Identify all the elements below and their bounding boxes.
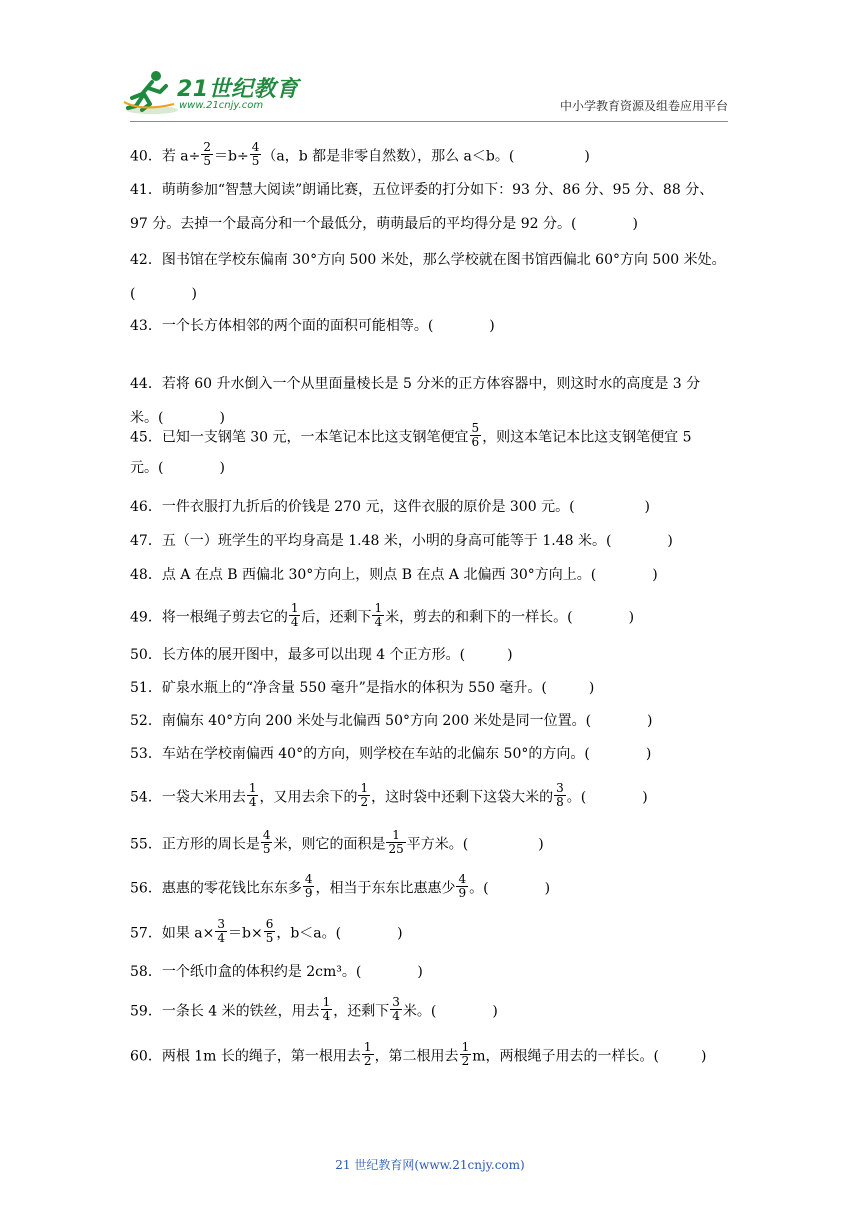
question-text: ＝b× <box>228 925 263 942</box>
question-item <box>130 872 740 902</box>
fraction-denominator: 9 <box>304 886 313 900</box>
question-text: 一个长方体相邻的两个面的面积可能相等。( ) <box>161 318 495 334</box>
question-text: ，相当于东东比惠惠少 <box>315 880 456 897</box>
question-continuation <box>130 284 740 304</box>
question-number: 48． <box>130 567 162 583</box>
fraction-denominator: 4 <box>374 615 383 629</box>
question-number: 49． <box>130 609 162 626</box>
question-number: 50． <box>130 647 162 663</box>
fraction <box>250 141 262 168</box>
question-text: m，两根绳子用去的一样长。( ) <box>472 1048 707 1065</box>
page-header <box>0 0 860 125</box>
fraction-numerator: 4 <box>262 828 271 842</box>
fraction-denominator: 2 <box>461 1054 470 1068</box>
question-text: 元。( ) <box>130 460 225 476</box>
question-item <box>130 316 740 336</box>
question-text: 后，还剩下 <box>301 609 372 626</box>
platform-name: 中小学教育资源及组卷应用平台 <box>559 99 728 113</box>
question-continuation <box>130 214 740 234</box>
fraction-denominator: 4 <box>392 1009 400 1023</box>
fraction <box>264 918 276 945</box>
question-item <box>130 531 740 551</box>
fraction <box>372 602 384 629</box>
question-text: 一袋大米用去 <box>161 789 246 806</box>
question-item <box>130 565 740 585</box>
question-continuation <box>130 458 740 478</box>
question-text: 惠惠的零花钱比东东多 <box>161 880 302 897</box>
fraction-numerator: 1 <box>360 781 369 795</box>
question-text: ，这时袋中还剩下这袋大米的 <box>371 789 554 806</box>
question-item <box>130 140 740 170</box>
fraction <box>358 782 370 809</box>
question-number: 46． <box>130 499 162 515</box>
question-text: 长方体的展开图中，最多可以出现 4 个正方形。( ) <box>161 647 513 663</box>
fraction <box>386 829 405 856</box>
question-item <box>130 711 740 731</box>
fraction-denominator: 5 <box>203 154 211 168</box>
fraction <box>362 1041 374 1068</box>
question-item <box>130 995 740 1025</box>
question-number: 44． <box>130 376 162 392</box>
question-number: 59． <box>130 1003 162 1020</box>
fraction-denominator: 4 <box>290 615 299 629</box>
question-text: 米。( ) <box>130 410 225 426</box>
question-item <box>130 250 740 270</box>
fraction-denominator: 5 <box>262 842 271 856</box>
fraction-denominator: 4 <box>217 931 225 945</box>
logo-url: www.21cnjy.com <box>179 100 264 111</box>
question-item <box>130 917 740 947</box>
fraction <box>261 829 273 856</box>
fraction-numerator: 1 <box>248 781 257 795</box>
question-text: 如果 a× <box>161 925 215 942</box>
question-text: 一条长 4 米的铁丝，用去 <box>161 1003 320 1020</box>
question-text: 米，剪去的和剩下的一样长。( ) <box>385 609 635 626</box>
question-number: 58． <box>130 964 162 980</box>
question-text: 萌萌参加“智慧大阅读”朗诵比赛，五位评委的打分如下：93 分、86 分、95 分、88 分、 <box>161 182 714 198</box>
question-text: 南偏东 40°方向 200 米处与北偏西 50°方向 200 米处是同一位置。( ) <box>161 713 653 729</box>
fraction-numerator: 4 <box>251 140 260 154</box>
question-text: 米。( ) <box>402 1003 498 1020</box>
question-text: 图书馆在学校东偏南 30°方向 500 米处，那么学校就在图书馆西偏北 60°方向 500 米处。 <box>161 252 726 268</box>
fraction <box>289 602 301 629</box>
question-text: ，第二根用去 <box>374 1048 459 1065</box>
question-text: （a，b 都是非零自然数），那么 a＜b。( ) <box>262 148 590 165</box>
question-text: 五（一）班学生的平均身高是 1.48 米，小明的身高可能等于 1.48 米。( ) <box>161 533 673 549</box>
page-footer: 21 世纪教育网(www.21cnjy.com) <box>335 1158 525 1172</box>
question-text: 97 分。去掉一个最高分和一个最低分，萌萌最后的平均得分是 92 分。( ) <box>130 216 638 232</box>
question-text: 两根 1m 长的绳子，第一根用去 <box>161 1048 361 1065</box>
question-text: 。( ) <box>566 789 648 806</box>
fraction-numerator: 3 <box>556 781 564 795</box>
question-text: 将一根绳子剪去它的 <box>161 609 288 626</box>
runner-logo-icon <box>122 68 178 116</box>
question-text: ，又用去余下的 <box>259 789 358 806</box>
fraction <box>460 1041 472 1068</box>
fraction-denominator: 8 <box>556 795 564 809</box>
question-item <box>130 962 740 982</box>
question-item <box>130 781 740 811</box>
fraction <box>390 996 402 1023</box>
fraction <box>456 873 468 900</box>
fraction-numerator: 5 <box>471 421 480 435</box>
question-text: 正方形的周长是 <box>161 836 260 853</box>
question-number: 56． <box>130 880 162 897</box>
question-text: ，b＜a。( ) <box>276 925 403 942</box>
question-number: 47． <box>130 533 162 549</box>
fraction <box>247 782 259 809</box>
fraction-numerator: 3 <box>392 995 400 1009</box>
question-text: 一件衣服打九折后的价钱是 270 元，这件衣服的原价是 300 元。( ) <box>161 499 650 515</box>
fraction-denominator: 4 <box>322 1009 331 1023</box>
question-text: 。( ) <box>469 880 551 897</box>
fraction <box>321 996 333 1023</box>
question-text: 点 A 在点 B 西偏北 30°方向上，则点 B 在点 A 北偏西 30°方向上。( ) <box>161 567 658 583</box>
question-number: 52． <box>130 713 162 729</box>
fraction-numerator: 1 <box>290 601 299 615</box>
question-item <box>130 678 740 698</box>
question-text: 平方米。( ) <box>406 836 544 853</box>
question-item <box>130 828 740 858</box>
question-number: 43． <box>130 318 162 334</box>
fraction-numerator: 4 <box>304 872 313 886</box>
question-text: 车站在学校南偏西 40°的方向，则学校在车站的北偏东 50°的方向。( ) <box>161 746 652 762</box>
fraction-numerator: 2 <box>203 140 211 154</box>
question-text: ( ) <box>130 286 197 302</box>
fraction-numerator: 1 <box>374 601 383 615</box>
question-item <box>130 497 740 517</box>
question-text: 矿泉水瓶上的“净含量 550 毫升”是指水的体积为 550 毫升。( ) <box>161 680 595 696</box>
fraction-denominator: 6 <box>471 435 480 449</box>
fraction-denominator: 5 <box>251 154 260 168</box>
fraction <box>470 422 482 449</box>
question-text: ，还剩下 <box>333 1003 390 1020</box>
question-item <box>130 180 740 200</box>
question-number: 55． <box>130 836 162 853</box>
question-number: 53． <box>130 746 162 762</box>
question-text: ＝b÷ <box>214 148 249 165</box>
question-number: 41． <box>130 182 162 198</box>
fraction-denominator: 4 <box>248 795 257 809</box>
fraction-numerator: 1 <box>386 829 405 843</box>
fraction-denominator: 2 <box>360 795 369 809</box>
question-number: 42． <box>130 252 162 268</box>
fraction-numerator: 1 <box>461 1040 470 1054</box>
header-divider <box>130 121 728 122</box>
fraction-denominator: 5 <box>265 931 274 945</box>
question-item <box>130 744 740 764</box>
question-text: 已知一支钢笔 30 元，一本笔记本比这支钢笔便宜 <box>161 429 469 446</box>
logo <box>122 68 299 116</box>
question-item <box>130 1040 740 1070</box>
fraction-numerator: 1 <box>322 995 331 1009</box>
fraction-numerator: 1 <box>363 1040 372 1054</box>
question-item <box>130 601 740 631</box>
question-text: 一个纸巾盒的体积约是 2cm³。( ) <box>161 964 423 980</box>
question-item <box>130 374 740 394</box>
question-number: 51． <box>130 680 162 696</box>
fraction-numerator: 3 <box>217 917 225 931</box>
question-number: 57． <box>130 925 162 942</box>
question-item <box>130 421 740 451</box>
fraction <box>303 873 315 900</box>
question-text: 若 a÷ <box>161 148 201 165</box>
fraction-numerator: 6 <box>265 917 274 931</box>
question-item <box>130 645 740 665</box>
question-text: 米，则它的面积是 <box>273 836 386 853</box>
fraction-denominator: 2 <box>363 1054 372 1068</box>
fraction-denominator: 9 <box>458 886 467 900</box>
question-number: 40． <box>130 148 162 165</box>
question-text: ，则这本笔记本比这支钢笔便宜 5 <box>482 429 692 446</box>
fraction-numerator: 4 <box>458 872 467 886</box>
fraction-denominator: 25 <box>388 842 404 856</box>
fraction <box>201 141 213 168</box>
question-text: 若将 60 升水倒入一个从里面量棱长是 5 分米的正方体容器中，则这时水的高度是 3 分 <box>161 376 701 392</box>
fraction <box>554 782 566 809</box>
question-number: 60． <box>130 1048 162 1065</box>
question-number: 54． <box>130 789 162 806</box>
fraction <box>215 918 227 945</box>
question-number: 45． <box>130 429 162 446</box>
logo-text: 21世纪教育 <box>177 77 299 102</box>
